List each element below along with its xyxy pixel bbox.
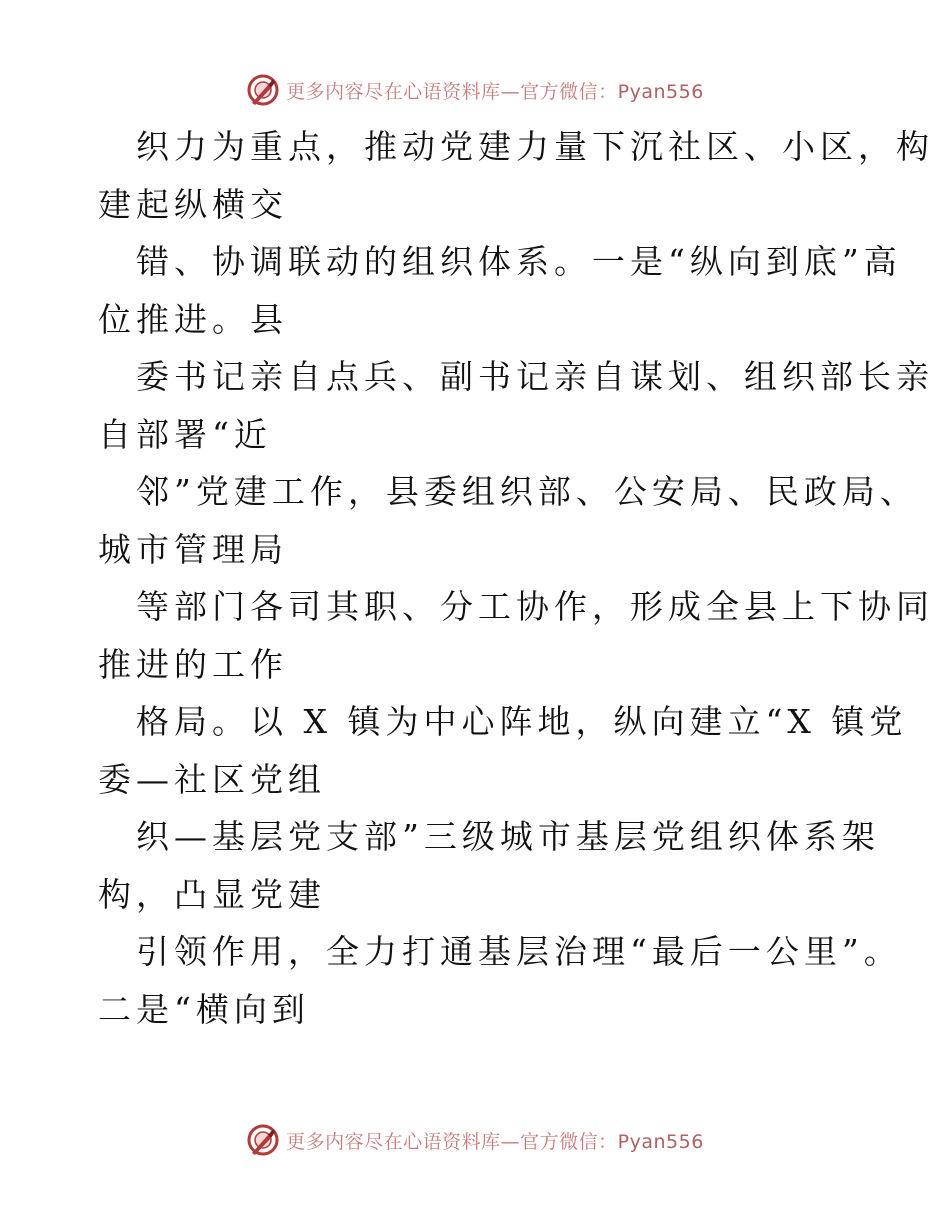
body-line: 织—基层党支部”三级城市基层党组织体系架	[136, 817, 880, 856]
header-banner-text: 更多内容尽在心语资料库—官方微信：Pyan556	[286, 80, 704, 103]
body-line: 委—社区党组	[98, 759, 326, 799]
body-line: 委书记亲自点兵、副书记亲自谋划、组织部长亲	[136, 357, 934, 396]
document-body	[98, 118, 934, 1038]
body-line: 建起纵横交	[98, 184, 288, 224]
footer-banner-text: 更多内容尽在心语资料库—官方微信：Pyan556	[286, 1130, 704, 1153]
pen-logo-icon	[246, 1123, 280, 1157]
body-line: 自部署“近	[98, 414, 272, 454]
header-wechat-id: Pyan556	[617, 80, 704, 103]
pen-logo-icon	[246, 73, 280, 107]
body-line: 等部门各司其职、分工协作，形成全县上下协同	[136, 587, 934, 626]
body-line: 织力为重点，推动党建力量下沉社区、小区，构	[136, 127, 934, 166]
body-line: 格局。以 X 镇为中心阵地，纵向建立“X 镇党	[136, 702, 908, 741]
body-line: 城市管理局	[98, 529, 288, 569]
body-line: 引领作用，全力打通基层治理“最后一公里”。	[136, 932, 902, 971]
body-line: 推进的工作	[98, 644, 288, 684]
body-line: 构，凸显党建	[98, 874, 326, 914]
body-line: 邻”党建工作，县委组织部、公安局、民政局、	[136, 472, 918, 511]
body-line: 位推进。县	[98, 299, 288, 339]
body-line: 二是“横向到	[98, 989, 310, 1029]
footer-watermark-banner	[0, 1120, 950, 1160]
body-line: 错、协调联动的组织体系。一是“纵向到底”高	[136, 242, 902, 281]
footer-wechat-id: Pyan556	[617, 1130, 704, 1153]
header-watermark-banner	[0, 70, 950, 110]
